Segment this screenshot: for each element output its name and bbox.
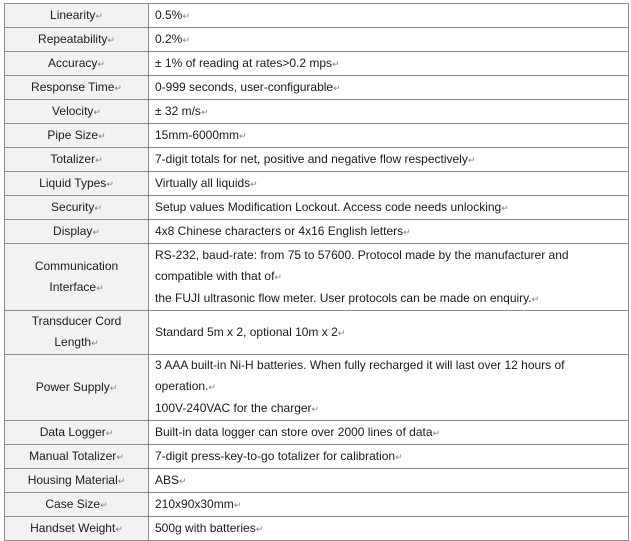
spec-label-cell bbox=[5, 220, 149, 244]
table-row bbox=[5, 445, 629, 469]
spec-value-line bbox=[155, 29, 622, 51]
table-row bbox=[5, 311, 629, 355]
spec-value-cell bbox=[149, 124, 629, 148]
spec-label-text: Transducer Cord bbox=[31, 314, 122, 328]
spec-label-line bbox=[11, 77, 142, 99]
spec-value-text: 100V-240VAC for the charger bbox=[155, 401, 312, 415]
paragraph-mark-icon: ↵ bbox=[531, 293, 540, 304]
spec-label-line bbox=[11, 518, 142, 540]
spec-label-cell bbox=[5, 469, 149, 493]
spec-value-text: Virtually all liquids bbox=[155, 175, 251, 190]
spec-value-cell bbox=[149, 76, 629, 100]
spec-value-line bbox=[155, 221, 622, 243]
spec-value-cell bbox=[149, 100, 629, 124]
paragraph-mark-icon: ↵ bbox=[432, 427, 441, 438]
spec-value-cell bbox=[149, 469, 629, 493]
spec-value-cell bbox=[149, 445, 629, 469]
spec-value-line bbox=[155, 398, 622, 420]
table-row bbox=[5, 148, 629, 172]
spec-value-line bbox=[155, 173, 622, 195]
paragraph-mark-icon: ↵ bbox=[403, 226, 411, 237]
spec-label-text: Data Logger bbox=[39, 424, 106, 439]
table-row bbox=[5, 52, 629, 76]
spec-label-cell bbox=[5, 124, 149, 148]
paragraph-mark-icon: ↵ bbox=[109, 382, 118, 393]
table-row bbox=[5, 220, 629, 244]
paragraph-mark-icon: ↵ bbox=[311, 404, 320, 414]
spec-label-line bbox=[11, 197, 142, 219]
spec-label-text: Repeatability bbox=[38, 31, 108, 46]
spec-label-text: Interface bbox=[49, 279, 97, 294]
paragraph-mark-icon: ↵ bbox=[97, 58, 105, 69]
spec-label-cell bbox=[5, 517, 149, 541]
paragraph-mark-icon: ↵ bbox=[337, 327, 346, 338]
spec-label-text: Velocity bbox=[52, 103, 94, 118]
paragraph-mark-icon: ↵ bbox=[94, 202, 102, 213]
paragraph-mark-icon: ↵ bbox=[93, 106, 101, 117]
paragraph-mark-icon: ↵ bbox=[100, 499, 108, 510]
spec-value-cell bbox=[149, 244, 629, 311]
spec-label-text: Power Supply bbox=[35, 379, 110, 394]
table-row bbox=[5, 100, 629, 124]
table-row bbox=[5, 517, 629, 541]
spec-label-line bbox=[11, 149, 142, 171]
spec-value-text: Built-in data logger can store over 2000 lines of data bbox=[155, 424, 433, 439]
spec-label-text: Handset Weight bbox=[30, 520, 116, 535]
spec-value-text: 0.5% bbox=[155, 7, 183, 22]
spec-value-line bbox=[155, 77, 622, 99]
spec-label-line bbox=[11, 5, 142, 27]
paragraph-mark-icon: ↵ bbox=[105, 427, 114, 438]
spec-table bbox=[4, 3, 629, 541]
spec-label-text: Pipe Size bbox=[47, 127, 99, 142]
paragraph-mark-icon: ↵ bbox=[333, 82, 341, 93]
spec-label-line bbox=[11, 29, 142, 51]
spec-value-text: 500g with batteries bbox=[155, 520, 256, 535]
spec-value-text: 7-digit press-key-to-go totalizer for calibration bbox=[155, 448, 396, 463]
spec-value-line bbox=[155, 322, 622, 344]
paragraph-mark-icon: ↵ bbox=[117, 475, 126, 486]
spec-table-body bbox=[5, 4, 629, 541]
spec-label-line bbox=[11, 53, 142, 75]
spec-label-line bbox=[11, 277, 142, 299]
spec-label-cell bbox=[5, 28, 149, 52]
spec-label-line bbox=[11, 256, 142, 277]
paragraph-mark-icon: ↵ bbox=[467, 154, 476, 165]
spec-label-line bbox=[11, 494, 142, 516]
table-row bbox=[5, 28, 629, 52]
spec-value-text: ± 32 m/s bbox=[155, 103, 201, 118]
spec-label-text: Manual Totalizer bbox=[29, 448, 117, 463]
spec-label-line bbox=[11, 422, 142, 444]
spec-label-text: Communication bbox=[34, 258, 119, 273]
spec-value-text: 0-999 seconds, user-configurable bbox=[155, 79, 334, 94]
spec-label-line bbox=[11, 173, 142, 195]
spec-label-text: Liquid Types bbox=[39, 175, 107, 190]
spec-value-line bbox=[155, 355, 622, 398]
spec-value-line bbox=[155, 101, 622, 123]
spec-value-cell bbox=[149, 196, 629, 220]
spec-value-text: 15mm-6000mm bbox=[155, 127, 240, 142]
spec-label-cell bbox=[5, 4, 149, 28]
spec-label-text: Response Time bbox=[31, 79, 115, 94]
spec-value-text: Standard 5m x 2, optional 10m x 2 bbox=[155, 324, 338, 339]
paragraph-mark-icon: ↵ bbox=[107, 34, 115, 45]
spec-value-text: 0.2% bbox=[155, 31, 183, 46]
spec-label-cell bbox=[5, 421, 149, 445]
spec-value-line bbox=[155, 5, 622, 27]
table-row bbox=[5, 124, 629, 148]
spec-value-line bbox=[155, 446, 622, 468]
table-row bbox=[5, 4, 629, 28]
paragraph-mark-icon: ↵ bbox=[91, 338, 99, 348]
paragraph-mark-icon: ↵ bbox=[200, 106, 209, 117]
spec-value-cell bbox=[149, 493, 629, 517]
spec-value-cell bbox=[149, 517, 629, 541]
spec-value-line bbox=[155, 470, 622, 492]
paragraph-mark-icon: ↵ bbox=[395, 451, 403, 462]
spec-label-line bbox=[11, 377, 142, 399]
paragraph-mark-icon: ↵ bbox=[208, 382, 216, 392]
spec-value-cell bbox=[149, 148, 629, 172]
spec-value-line bbox=[155, 125, 622, 147]
paragraph-mark-icon: ↵ bbox=[179, 475, 187, 486]
spec-label-text: Display bbox=[53, 223, 93, 238]
paragraph-mark-icon: ↵ bbox=[274, 271, 282, 282]
paragraph-mark-icon: ↵ bbox=[501, 202, 509, 213]
spec-value-cell bbox=[149, 355, 629, 421]
spec-value-line bbox=[155, 53, 622, 75]
table-row bbox=[5, 244, 629, 311]
spec-value-text: the FUJI ultrasonic flow meter. User protocols can be made on enquiry. bbox=[155, 290, 532, 305]
spec-value-line bbox=[155, 422, 622, 444]
spec-label-cell bbox=[5, 244, 149, 311]
paragraph-mark-icon: ↵ bbox=[182, 10, 190, 21]
spec-label-text: Security bbox=[51, 199, 95, 214]
table-row bbox=[5, 421, 629, 445]
spec-label-cell bbox=[5, 196, 149, 220]
spec-label-line bbox=[11, 101, 142, 123]
spec-value-text: 4x8 Chinese characters or 4x16 English letters bbox=[155, 223, 404, 238]
spec-value-text: 7-digit totals for net, positive and negative flow respectively bbox=[155, 151, 468, 166]
spec-value-cell bbox=[149, 421, 629, 445]
table-row bbox=[5, 355, 629, 421]
spec-label-text: Accuracy bbox=[48, 55, 98, 70]
spec-label-cell bbox=[5, 52, 149, 76]
spec-label-line bbox=[11, 446, 142, 468]
spec-value-text: 210x90x30mm bbox=[155, 496, 234, 511]
spec-label-cell bbox=[5, 311, 149, 355]
table-row bbox=[5, 493, 629, 517]
spec-value-text: ABS bbox=[155, 472, 180, 487]
spec-value-cell bbox=[149, 220, 629, 244]
paragraph-mark-icon: ↵ bbox=[92, 226, 100, 237]
paragraph-mark-icon: ↵ bbox=[250, 178, 258, 189]
paragraph-mark-icon: ↵ bbox=[95, 10, 103, 21]
paragraph-mark-icon: ↵ bbox=[115, 523, 123, 534]
spec-label-cell bbox=[5, 355, 149, 421]
spec-value-line bbox=[155, 245, 622, 266]
paragraph-mark-icon: ↵ bbox=[95, 154, 103, 165]
spec-value-text: ± 1% of reading at rates>0.2 mps bbox=[155, 55, 333, 70]
spec-value-text: 3 AAA built-in Ni-H batteries. When fully recharged it will last over 12 hours of operation. bbox=[155, 358, 565, 393]
spec-value-text: RS-232, baud-rate: from 75 to 57600. Protocol made by the manufacturer and bbox=[155, 247, 569, 262]
table-row bbox=[5, 196, 629, 220]
spec-label-text: Totalizer bbox=[50, 151, 96, 166]
spec-value-cell bbox=[149, 4, 629, 28]
spec-label-cell bbox=[5, 148, 149, 172]
paragraph-mark-icon: ↵ bbox=[106, 178, 114, 189]
spec-label-line bbox=[11, 332, 142, 354]
paragraph-mark-icon: ↵ bbox=[116, 451, 124, 462]
spec-label-line bbox=[11, 311, 142, 332]
spec-value-line bbox=[155, 518, 622, 540]
table-row bbox=[5, 76, 629, 100]
spec-label-line bbox=[11, 125, 142, 147]
paragraph-mark-icon: ↵ bbox=[332, 58, 340, 69]
spec-value-text: Setup values Modification Lockout. Access code needs unlocking bbox=[155, 199, 502, 214]
spec-value-line bbox=[155, 149, 622, 171]
spec-value-cell bbox=[149, 311, 629, 355]
spec-label-cell bbox=[5, 445, 149, 469]
spec-value-cell bbox=[149, 28, 629, 52]
paragraph-mark-icon: ↵ bbox=[255, 523, 264, 534]
spec-value-line bbox=[155, 197, 622, 219]
spec-label-text: Case Size bbox=[45, 496, 101, 511]
spec-value-line bbox=[155, 266, 622, 288]
spec-value-cell bbox=[149, 52, 629, 76]
paragraph-mark-icon: ↵ bbox=[114, 82, 122, 93]
paragraph-mark-icon: ↵ bbox=[233, 499, 242, 510]
paragraph-mark-icon: ↵ bbox=[98, 130, 106, 141]
paragraph-mark-icon: ↵ bbox=[182, 34, 190, 45]
table-row bbox=[5, 172, 629, 196]
spec-label-cell bbox=[5, 493, 149, 517]
spec-label-cell bbox=[5, 172, 149, 196]
spec-label-text: Housing Material bbox=[27, 472, 118, 487]
spec-value-cell bbox=[149, 172, 629, 196]
spec-label-cell bbox=[5, 100, 149, 124]
spec-value-line bbox=[155, 494, 622, 516]
paragraph-mark-icon: ↵ bbox=[239, 130, 247, 141]
spec-label-cell bbox=[5, 76, 149, 100]
spec-value-text: compatible with that of bbox=[155, 268, 275, 283]
paragraph-mark-icon: ↵ bbox=[96, 282, 104, 293]
spec-value-line bbox=[155, 288, 622, 310]
spec-label-line bbox=[11, 470, 142, 492]
spec-label-text: Linearity bbox=[50, 7, 96, 22]
table-row bbox=[5, 469, 629, 493]
spec-label-text: Length bbox=[54, 335, 92, 349]
spec-label-line bbox=[11, 221, 142, 243]
